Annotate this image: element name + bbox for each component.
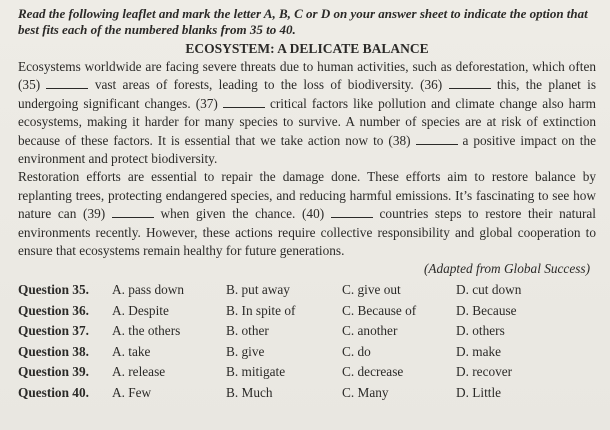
paragraph-2-segment: countries steps to restore their natural environments recently. However, these actions require collective responsibility and global cooperation to ensure that ecosystems remain healthy for future generations.: [18, 206, 596, 259]
question-row: [18, 280, 596, 300]
paragraph-1-segment: Ecosystems worldwide are facing severe threats due to human activities, such as deforestation, which often (35): [18, 59, 596, 93]
source-citation: (Adapted from Global Success): [423, 261, 590, 277]
paragraph-1-segment: critical factors like pollution and climate change also harm ecosystems, making it harder for many species to survive. A number of species are at risk of extinction because of these factors. It is essential that we take action now to (38): [18, 95, 596, 148]
question-row: [18, 321, 596, 341]
option-d: D. make: [456, 343, 502, 359]
blank-39: [112, 206, 154, 218]
passage-title: ECOSYSTEM: A DELICATE BALANCE: [185, 41, 429, 56]
option-c: C. do: [342, 343, 371, 359]
option-b: B. mitigate: [226, 364, 286, 380]
option-d: D. Little: [456, 384, 502, 400]
option-c: C. decrease: [342, 364, 404, 380]
blank-38: [416, 133, 458, 145]
option-d: D. recover: [456, 364, 513, 380]
option-d: D. Because: [456, 302, 517, 318]
question-label: Question 39.: [18, 364, 89, 380]
option-b: B. give: [226, 343, 265, 359]
blank-35: [46, 77, 88, 89]
blank-36: [449, 77, 491, 89]
question-row: [18, 383, 596, 403]
paragraph-2-segment: Restoration efforts are essential to repair the damage done. These efforts aim to restore balance by replanting trees, protecting endangered species, and reducing harmful emissions. It’s fascinating to see how nature can (39): [18, 169, 596, 222]
option-a: A. Despite: [112, 302, 169, 318]
question-list: [18, 280, 596, 402]
paragraph-2-segment: when given the chance. (40): [160, 206, 325, 222]
option-a: A. Few: [112, 384, 152, 400]
instruction-text: Read the following leaflet and mark the letter A, B, C or D on your answer sheet to indicate the option that best fits each of the numbered blanks from 35 to 40.: [18, 6, 588, 37]
paragraph-1-segment: vast areas of forests, leading to the loss of biodiversity. (36): [94, 77, 443, 93]
question-label: Question 35.: [18, 282, 89, 298]
option-b: B. Much: [226, 384, 273, 400]
question-row: [18, 342, 596, 362]
option-d: D. others: [456, 323, 505, 339]
paragraph-1-segment: this, the planet is undergoing significant changes. (37): [18, 77, 597, 111]
option-a: A. take: [112, 343, 151, 359]
question-label: Question 36.: [18, 302, 89, 318]
question-label: Question 40.: [18, 384, 89, 400]
passage-paragraph-1: [18, 58, 596, 168]
option-d: D. cut down: [456, 282, 522, 298]
reading-passage: [18, 58, 596, 260]
option-a: A. the others: [112, 323, 181, 339]
option-b: B. other: [226, 323, 269, 339]
option-a: A. pass down: [112, 282, 185, 298]
option-c: C. Because of: [342, 302, 417, 318]
option-c: C. give out: [342, 282, 401, 298]
blank-40: [331, 206, 373, 218]
question-label: Question 38.: [18, 343, 89, 359]
option-c: C. another: [342, 323, 398, 339]
question-row: [18, 301, 596, 321]
option-b: B. In spite of: [226, 302, 296, 318]
question-label: Question 37.: [18, 323, 89, 339]
option-a: A. release: [112, 364, 166, 380]
option-b: B. put away: [226, 282, 290, 298]
passage-paragraph-2: [18, 168, 596, 260]
option-c: C. Many: [342, 384, 389, 400]
blank-37: [223, 96, 265, 108]
question-row: [18, 362, 596, 382]
paragraph-1-segment: a positive impact on the environment and protect biodiversity.: [18, 132, 596, 167]
